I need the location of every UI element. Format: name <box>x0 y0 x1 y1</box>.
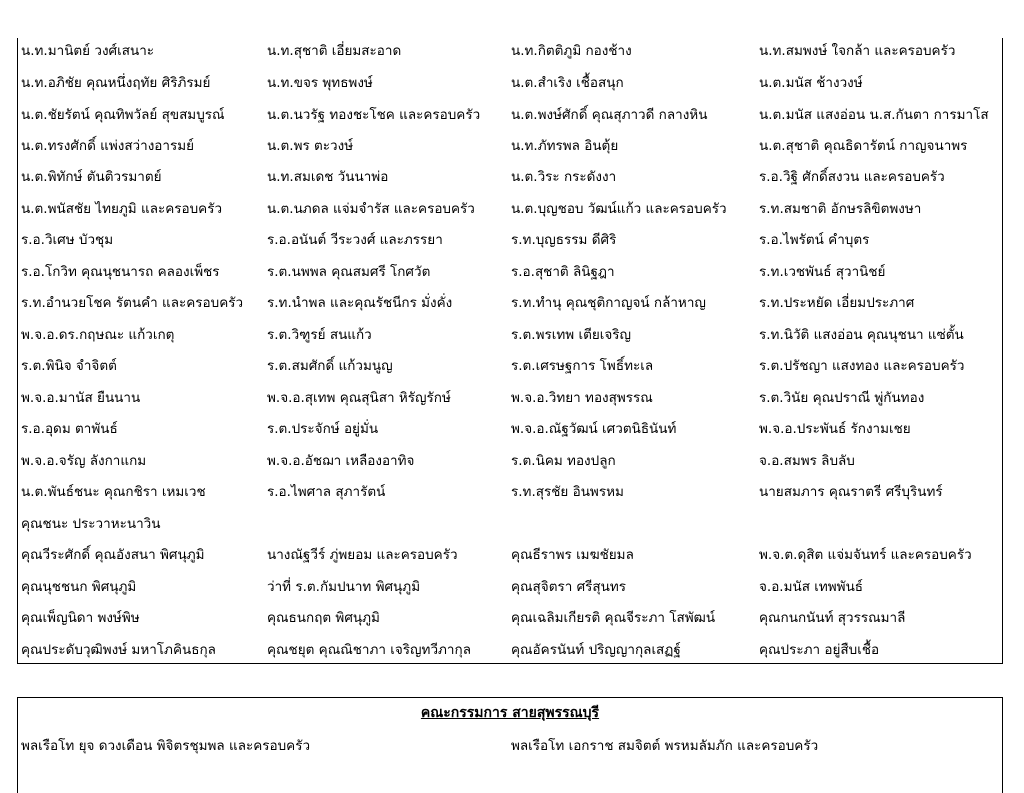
name-cell: คุณธีราพร เมฆชัยมล <box>511 547 634 563</box>
name-row <box>18 418 1002 449</box>
name-cell: น.ท.กิตติภูมิ กองช้าง <box>511 43 632 59</box>
name-cell: ร.อ.สุชาติ ลินิฐฎา <box>511 264 615 280</box>
name-cell: นายสมภาร คุณราตรี ศรีบุรินทร์ <box>759 484 943 500</box>
name-cell: น.ต.มนัส ช้างวงษ์ <box>759 75 863 91</box>
committee-section <box>17 697 1003 793</box>
name-cell: คุณนุชชนก พิศนุภูมิ <box>21 579 137 595</box>
name-cell: น.ต.วิระ กระดังงา <box>511 169 617 185</box>
name-cell: คุณประภา อยู่สืบเชื้อ <box>759 642 880 658</box>
name-cell: ร.ท.ประหยัด เอี่ยมประภาศ <box>759 295 915 311</box>
name-row <box>18 324 1002 355</box>
name-cell: นางณัฐวีร์ ภู่พยอม และครอบครัว <box>267 547 458 563</box>
name-cell: พ.จ.อ.ประพันธ์ รักงามเชย <box>759 421 911 437</box>
name-cell: ร.ท.นำพล และคุณรัชนีกร มั่งคั่ง <box>267 295 453 311</box>
name-cell: ร.ท.นิวัติ แสงอ่อน คุณนุชนา แซ่ตั้น <box>759 327 964 343</box>
name-cell: น.ต.บุญชอบ วัฒน์แก้ว และครอบครัว <box>511 201 727 217</box>
name-cell: น.ท.ขจร พุทธพงษ์ <box>267 75 373 91</box>
name-cell: น.ท.สุชาติ เอี่ยมสะอาด <box>267 43 402 59</box>
name-cell: ร.ต.พรเทพ เตียเจริญ <box>511 327 632 343</box>
name-cell: น.ท.สมเดช วันนาพ่อ <box>267 169 389 185</box>
name-cell: น.ท.ภัทรพล อินตุ้ย <box>511 138 619 154</box>
name-cell: ร.ท.อำนวยโชค รัตนคำ และครอบครัว <box>21 295 244 311</box>
name-cell: คุณธนกฤต พิศนุภูมิ <box>267 610 380 626</box>
name-cell: คุณชนะ ประวาหะนาวิน <box>21 516 161 532</box>
name-cell: ร.อ.โกวิท คุณนุชนารถ คลองเพ็ชร <box>21 264 220 280</box>
committee-title: คณะกรรมการ สายสุพรรณบุรี <box>420 705 600 721</box>
name-cell: น.ต.พนัสชัย ไทยภูมิ และครอบครัว <box>21 201 223 217</box>
name-cell: ร.ท.เวชพันธ์ สุวานิชย์ <box>759 264 886 280</box>
name-cell: คุณประดับวุฒิพงษ์ มหาโภคินธกุล <box>21 642 216 658</box>
name-cell: จ.อ.มนัส เทพพันธ์ <box>759 579 864 595</box>
name-cell: ร.ท.สมชาติ อักษรลิขิตพงษา <box>759 201 922 217</box>
name-cell: คุณอัครนันท์ ปริญญากุลเสฏฐ์ <box>511 642 681 658</box>
name-row <box>18 544 1002 575</box>
name-cell: น.ต.นภดล แจ่มจำรัส และครอบครัว <box>267 201 475 217</box>
name-row <box>18 607 1002 638</box>
name-cell: พ.จ.อ.ดร.กฤษณะ แก้วเกตุ <box>21 327 175 343</box>
name-cell: พ.จ.อ.สุเทพ คุณสุนิสา หิรัญรักษ์ <box>267 390 451 406</box>
name-row <box>18 387 1002 418</box>
name-cell: ร.ต.วิฑูรย์ สนแก้ว <box>267 327 372 343</box>
name-cell: ร.อ.อุดม ตาพันธ์ <box>21 421 118 437</box>
name-cell: น.ต.สำเริง เชื้อสนุก <box>511 75 624 91</box>
name-row <box>18 166 1002 197</box>
name-cell: น.ต.สุชาติ คุณธิดารัตน์ กาญจนาพร <box>759 138 968 154</box>
name-cell: น.ท.มานิตย์ วงศ์เสนาะ <box>21 43 155 59</box>
name-cell: ร.อ.ไพศาล สุภารัตน์ <box>267 484 386 500</box>
name-cell: คุณชยุต คุณณิชาภา เจริญทวีภากุล <box>267 642 471 658</box>
name-cell: น.ต.นวรัฐ ทองชะโชค และครอบครัว <box>267 107 481 123</box>
name-row <box>18 576 1002 607</box>
name-cell: ร.ต.เศรษฐการ โพธิ์ทะเล <box>511 358 654 374</box>
name-cell: คุณเพ็ญนิดา พงษ์พิษ <box>21 610 140 626</box>
name-cell: น.ต.พิทักษ์ ตันติวรมาตย์ <box>21 169 162 185</box>
name-cell: ว่าที่ ร.ต.กัมปนาท พิศนุภูมิ <box>267 579 421 595</box>
name-cell: พ.จ.ต.ดุสิต แจ่มจันทร์ และครอบครัว <box>759 547 972 563</box>
name-cell: น.ท.อภิชัย คุณหนึ่งฤทัย ศิริภิรมย์ <box>21 75 211 91</box>
name-cell: น.ต.ทรงศักดิ์ แพ่งสว่างอารมย์ <box>21 138 195 154</box>
name-row <box>18 481 1002 512</box>
name-cell: น.ต.ชัยรัตน์ คุณทิพวัลย์ สุขสมบูรณ์ <box>21 107 225 123</box>
name-cell: น.ต.พันธ์ชนะ คุณกชิรา เหมเวช <box>21 484 206 500</box>
name-row <box>18 104 1002 135</box>
name-cell: ร.ต.วินัย คุณปราณี พู่กันทอง <box>759 390 925 406</box>
name-row <box>18 261 1002 292</box>
committee-member: พลเรือโท เอกราช สมจิตต์ พรหมลัมภัก และครอบครัว <box>511 738 819 754</box>
name-cell: ร.ต.ปรัชญา แสงทอง และครอบครัว <box>759 358 965 374</box>
name-cell: พ.จ.อ.วิทยา ทองสุพรรณ <box>511 390 653 406</box>
name-row <box>18 135 1002 166</box>
name-cell: ร.อ.อนันต์ วีระวงศ์ และภรรยา <box>267 232 443 248</box>
name-row <box>18 72 1002 103</box>
name-cell: น.ต.พร ตะวงษ์ <box>267 138 354 154</box>
name-cell: ร.ท.สุรชัย อินพรหม <box>511 484 624 500</box>
name-cell: คุณกนกนันท์ สุวรรณมาลี <box>759 610 906 626</box>
name-cell: ร.ต.พินิจ จำจิตต์ <box>21 358 117 374</box>
name-cell: คุณเฉลิมเกียรติ คุณจีระภา โสพัฒน์ <box>511 610 716 626</box>
name-cell: ร.ต.นพพล คุณสมศรี โกศวัต <box>267 264 431 280</box>
name-cell: น.ท.สมพงษ์ ใจกล้า และครอบครัว <box>759 43 956 59</box>
name-row <box>18 198 1002 229</box>
name-cell: น.ต.พงษ์ศักดิ์ คุณสุภาวดี กลางหิน <box>511 107 708 123</box>
name-cell: ร.ต.สมศักดิ์ แก้วมนูญ <box>267 358 393 374</box>
name-row <box>18 292 1002 323</box>
name-row <box>18 229 1002 260</box>
name-cell: ร.ต.นิคม ทองปลูก <box>511 453 616 469</box>
name-cell: ร.ท.ทำนุ คุณชุติกาญจน์ กล้าหาญ <box>511 295 706 311</box>
name-row <box>18 639 1002 670</box>
name-row <box>18 450 1002 481</box>
committee-member: พลเรือโท ยุจ ดวงเดือน พิจิตรชุมพล และครอบครัว <box>21 738 311 754</box>
name-cell: พ.จ.อ.จรัญ ลังกาแกม <box>21 453 147 469</box>
name-cell: จ.อ.สมพร ลิบลับ <box>759 453 855 469</box>
name-cell: คุณสุจิตรา ศรีสุนทร <box>511 579 627 595</box>
name-row <box>18 40 1002 71</box>
name-cell: คุณวีระศักดิ์ คุณอังสนา พิศนุภูมิ <box>21 547 205 563</box>
name-cell: ร.ท.บุญธรรม ดีศิริ <box>511 232 617 248</box>
name-cell: ร.อ.ไพรัตน์ คำบุตร <box>759 232 870 248</box>
name-cell: ร.อ.วิฐิ ศักดิ์สงวน และครอบครัว <box>759 169 945 185</box>
name-cell: น.ต.มนัส แสงอ่อน น.ส.กันตา การมาโส <box>759 107 989 123</box>
name-cell: ร.ต.ประจักษ์ อยู่มั่น <box>267 421 379 437</box>
donor-names-table <box>17 38 1003 664</box>
name-row <box>18 355 1002 386</box>
name-cell: พ.จ.อ.มานัส ยืนนาน <box>21 390 141 406</box>
name-cell: พ.จ.อ.ณัฐวัฒน์ เศวตนิธินันท์ <box>511 421 677 437</box>
name-row <box>18 513 1002 544</box>
name-cell: พ.จ.อ.อัชฌา เหลืองอาทิจ <box>267 453 415 469</box>
name-cell: ร.อ.วิเศษ บัวชุม <box>21 232 114 248</box>
